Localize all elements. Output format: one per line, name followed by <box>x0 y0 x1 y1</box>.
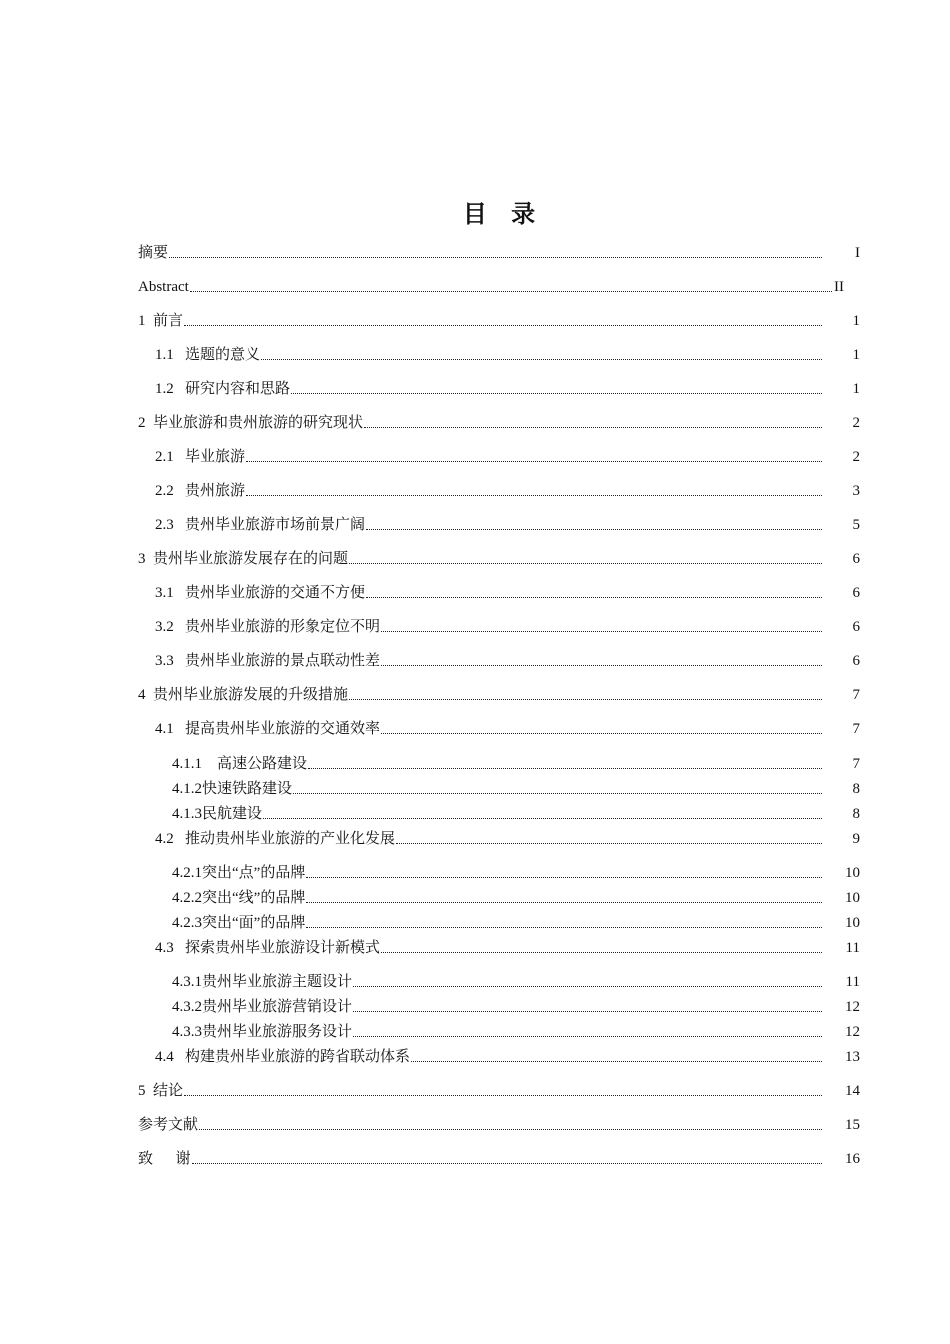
toc-leader-dots <box>246 460 822 462</box>
toc-page-number: 2 <box>852 449 860 465</box>
toc-entry[interactable] <box>172 1022 860 1042</box>
toc-entry[interactable] <box>138 413 860 433</box>
toc-entry[interactable] <box>155 651 860 671</box>
toc-entry[interactable] <box>155 515 860 535</box>
toc-leader-dots <box>306 926 822 928</box>
toc-page-number: 5 <box>852 517 860 533</box>
toc-entry-label: 4.2.1突出“点”的品牌 <box>172 865 306 881</box>
toc-leader-dots <box>184 324 822 326</box>
toc-entry[interactable] <box>155 617 860 637</box>
toc-entry-label: 2.2 贵州旅游 <box>155 483 246 499</box>
toc-page-number: 10 <box>845 890 860 906</box>
toc-entry[interactable] <box>138 1115 860 1135</box>
toc-page-number: 12 <box>845 1024 860 1040</box>
toc-leader-dots <box>308 767 822 769</box>
toc-leader-dots <box>396 842 822 844</box>
toc-entry-label: 4.2 推动贵州毕业旅游的产业化发展 <box>155 831 396 847</box>
toc-entry-label: 4.1 提高贵州毕业旅游的交通效率 <box>155 721 381 737</box>
toc-entry[interactable] <box>155 379 860 399</box>
toc-leader-dots <box>381 630 822 632</box>
toc-leader-dots <box>293 792 822 794</box>
toc-entry[interactable] <box>138 243 860 263</box>
toc-leader-dots <box>199 1128 822 1130</box>
toc-entry-label: 4.3.3贵州毕业旅游服务设计 <box>172 1024 353 1040</box>
toc-leader-dots <box>349 562 822 564</box>
toc-page-number: 6 <box>852 619 860 635</box>
toc-entry-label: 4.4 构建贵州毕业旅游的跨省联动体系 <box>155 1049 411 1065</box>
toc-page-number: 6 <box>852 585 860 601</box>
toc-page-number: 3 <box>852 483 860 499</box>
toc-entry[interactable] <box>155 345 860 365</box>
toc-page-number: 9 <box>852 831 860 847</box>
toc-entry[interactable] <box>172 754 860 774</box>
toc-page-number: 8 <box>852 806 860 822</box>
toc-entry-label: 3.1 贵州毕业旅游的交通不方便 <box>155 585 366 601</box>
toc-entry[interactable] <box>138 311 860 331</box>
toc-title: 目 录 <box>462 200 544 228</box>
toc-leader-dots <box>381 664 822 666</box>
toc-leader-dots <box>263 817 822 819</box>
toc-page-number: 1 <box>852 381 860 397</box>
toc-page-number: II <box>834 279 844 295</box>
toc-page-number: 8 <box>852 781 860 797</box>
toc-entry[interactable] <box>155 481 860 501</box>
toc-entry[interactable] <box>138 1081 860 1101</box>
toc-page-number: 13 <box>845 1049 860 1065</box>
toc-leader-dots <box>411 1060 822 1062</box>
toc-entry-label: 摘要 <box>138 245 169 261</box>
toc-entry-label: 4 贵州毕业旅游发展的升级措施 <box>138 687 349 703</box>
toc-entry-label: 4.3 探索贵州毕业旅游设计新模式 <box>155 940 381 956</box>
toc-entry-label: 3.2 贵州毕业旅游的形象定位不明 <box>155 619 381 635</box>
toc-page-number: 6 <box>852 653 860 669</box>
toc-entry-label: 4.1.3民航建设 <box>172 806 263 822</box>
toc-entry-label: 4.1.2快速铁路建设 <box>172 781 293 797</box>
toc-entry[interactable] <box>155 829 860 849</box>
toc-leader-dots <box>349 698 822 700</box>
toc-entry[interactable] <box>172 888 860 908</box>
toc-entry-label: 2.1 毕业旅游 <box>155 449 246 465</box>
toc-entry-label: 致 谢 <box>138 1151 191 1167</box>
toc-entry[interactable] <box>138 277 844 297</box>
toc-entry[interactable] <box>138 549 860 569</box>
toc-page-number: 10 <box>845 865 860 881</box>
toc-page-number: 16 <box>845 1151 860 1167</box>
toc-leader-dots <box>306 901 822 903</box>
toc-entry[interactable] <box>172 997 860 1017</box>
toc-page-number: 10 <box>845 915 860 931</box>
toc-page-number: 7 <box>852 756 860 772</box>
toc-entry-label: 1 前言 <box>138 313 184 329</box>
toc-leader-dots <box>190 290 832 292</box>
toc-page-number: 11 <box>845 940 860 956</box>
toc-page-number: 6 <box>852 551 860 567</box>
toc-page-number: 1 <box>852 347 860 363</box>
toc-entry-label: 3.3 贵州毕业旅游的景点联动性差 <box>155 653 381 669</box>
toc-leader-dots <box>192 1162 822 1164</box>
toc-page-number: 14 <box>845 1083 860 1099</box>
toc-entry-label: 4.1.1 高速公路建设 <box>172 756 308 772</box>
toc-entry[interactable] <box>155 719 860 739</box>
toc-leader-dots <box>246 494 822 496</box>
toc-page-number: 12 <box>845 999 860 1015</box>
toc-entry[interactable] <box>138 1149 860 1169</box>
toc-entry-label: 4.2.3突出“面”的品牌 <box>172 915 306 931</box>
toc-page-number: 15 <box>845 1117 860 1133</box>
toc-entry[interactable] <box>172 863 860 883</box>
toc-leader-dots <box>353 1035 822 1037</box>
toc-page-number: 7 <box>852 721 860 737</box>
toc-entry[interactable] <box>172 972 860 992</box>
toc-page-number: 2 <box>852 415 860 431</box>
toc-entry-label: 5 结论 <box>138 1083 184 1099</box>
toc-leader-dots <box>169 256 822 258</box>
toc-entry-label: Abstract <box>138 279 189 295</box>
toc-entry-label: 4.3.1贵州毕业旅游主题设计 <box>172 974 353 990</box>
toc-leader-dots <box>353 1010 822 1012</box>
toc-page-number: 11 <box>845 974 860 990</box>
toc-entry-label: 参考文献 <box>138 1117 199 1133</box>
toc-entry[interactable] <box>155 583 860 603</box>
toc-entry[interactable] <box>155 1047 860 1067</box>
toc-page-number: 1 <box>852 313 860 329</box>
toc-leader-dots <box>261 358 822 360</box>
toc-leader-dots <box>364 426 822 428</box>
toc-entry-label: 2.3 贵州毕业旅游市场前景广阔 <box>155 517 366 533</box>
toc-entry-label: 1.2 研究内容和思路 <box>155 381 291 397</box>
toc-entry[interactable] <box>172 913 860 933</box>
toc-leader-dots <box>381 951 822 953</box>
toc-entry-label: 3 贵州毕业旅游发展存在的问题 <box>138 551 349 567</box>
toc-leader-dots <box>306 876 822 878</box>
toc-entry[interactable] <box>138 685 860 705</box>
toc-entry[interactable] <box>155 447 860 467</box>
toc-leader-dots <box>184 1094 822 1096</box>
toc-leader-dots <box>353 985 822 987</box>
toc-leader-dots <box>381 732 822 734</box>
toc-entry-label: 2 毕业旅游和贵州旅游的研究现状 <box>138 415 364 431</box>
toc-entry[interactable] <box>172 804 860 824</box>
toc-entry-label: 4.2.2突出“线”的品牌 <box>172 890 306 906</box>
toc-entry-label: 1.1 选题的意义 <box>155 347 261 363</box>
toc-leader-dots <box>291 392 822 394</box>
toc-page-number: I <box>855 245 860 261</box>
toc-leader-dots <box>366 596 822 598</box>
toc-entry-label: 4.3.2贵州毕业旅游营销设计 <box>172 999 353 1015</box>
toc-page-number: 7 <box>852 687 860 703</box>
toc-entry[interactable] <box>155 938 860 958</box>
toc-entry[interactable] <box>172 779 860 799</box>
toc-leader-dots <box>366 528 822 530</box>
